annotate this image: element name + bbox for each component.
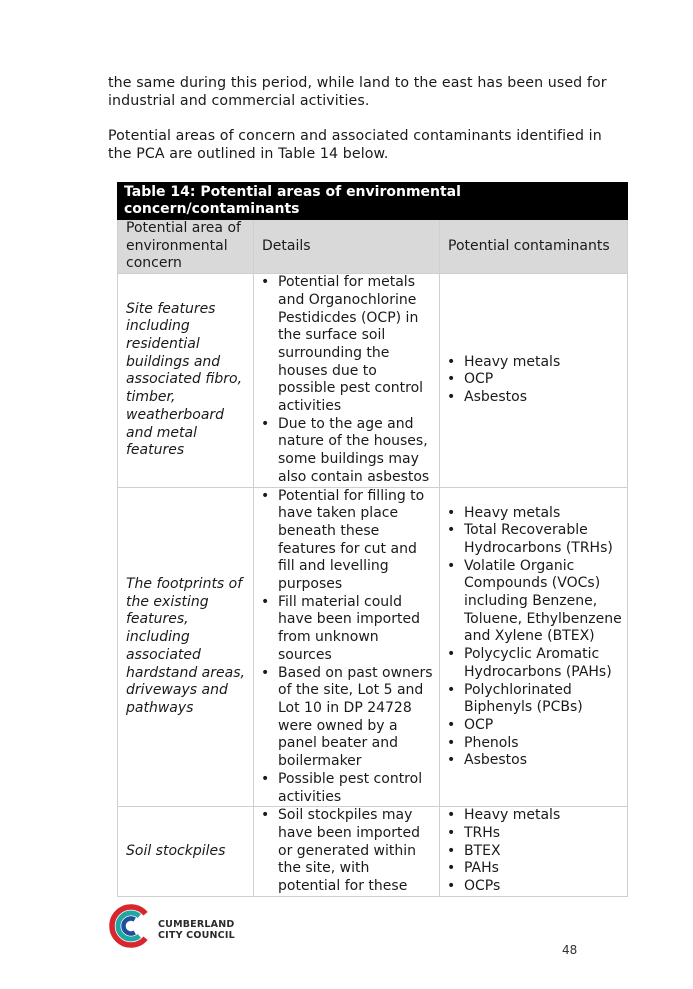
row-contaminants xyxy=(440,807,628,897)
row-details xyxy=(254,274,440,487)
table-row xyxy=(118,807,628,897)
contaminant-item: • Total Recoverable Hydrocarbons (TRHs) xyxy=(440,522,623,557)
row-contaminants xyxy=(440,487,628,807)
contaminant-item: • Heavy metals xyxy=(440,505,623,523)
detail-item: • Potential for metals and Organochlorine Pestidicdes (OCP) in the surface soil surrounding the houses due to possible pest control activities xyxy=(254,274,435,416)
row-area: Site features including residential buildings and associated fibro, timber, weatherboard and metal features xyxy=(118,274,254,487)
contaminant-item: • Heavy metals xyxy=(440,354,623,372)
contaminant-item: • Volatile Organic Compounds (VOCs) including Benzene, Toluene, Ethylbenzene and Xylene (BTEX) xyxy=(440,558,623,647)
detail-item: • Based on past owners of the site, Lot 5 and Lot 10 in DP 24728 were owned by a panel beater and boilermaker xyxy=(254,665,435,771)
contaminant-item: • PAHs xyxy=(440,860,623,878)
table-row xyxy=(118,274,628,487)
table-title-row xyxy=(118,183,628,220)
logo-line-1: CUMBERLAND xyxy=(158,919,235,930)
contaminant-item: • Asbestos xyxy=(440,752,623,770)
contaminant-item: • Asbestos xyxy=(440,389,623,407)
detail-item: • Soil stockpiles may have been imported or generated within the site, with potential for these xyxy=(254,807,435,896)
contaminant-item: • OCP xyxy=(440,717,623,735)
contaminant-item: • Polychlorinated Biphenyls (PCBs) xyxy=(440,682,623,717)
contaminant-item: • Heavy metals xyxy=(440,807,623,825)
detail-item: • Possible pest control activities xyxy=(254,771,435,806)
table-title: Table 14: Potential areas of environmental concern/contaminants xyxy=(118,183,628,220)
row-area: The footprints of the existing features, including associated hardstand areas, driveways and pathways xyxy=(118,487,254,807)
table-header-row xyxy=(118,220,628,274)
logo-line-2: CITY COUNCIL xyxy=(158,930,235,941)
header-details: Details xyxy=(254,220,440,274)
contaminant-item: • TRHs xyxy=(440,825,623,843)
contaminant-item: • Polycyclic Aromatic Hydrocarbons (PAHs) xyxy=(440,646,623,681)
contaminant-item: • OCP xyxy=(440,371,623,389)
row-details xyxy=(254,807,440,897)
intro-paragraph: the same during this period, while land to the east has been used for industrial and commercial activities. xyxy=(108,75,607,109)
detail-item: • Fill material could have been imported from unknown sources xyxy=(254,594,435,665)
contaminant-item: • BTEX xyxy=(440,843,623,861)
header-area: Potential area of environmental concern xyxy=(118,220,254,274)
contaminants-table xyxy=(117,182,628,897)
table-intro-paragraph: Potential areas of concern and associated contaminants identified in the PCA are outlined in Table 14 below. xyxy=(108,128,602,162)
contaminant-item: • OCPs xyxy=(440,878,623,896)
council-logo-text xyxy=(158,919,235,941)
contaminant-item: • Phenols xyxy=(440,735,623,753)
row-contaminants xyxy=(440,274,628,487)
detail-item: • Due to the age and nature of the houses, some buildings may also contain asbestos xyxy=(254,416,435,487)
council-logo-icon xyxy=(108,903,154,949)
table-row xyxy=(118,487,628,807)
row-area: Soil stockpiles xyxy=(118,807,254,897)
detail-item: • Potential for filling to have taken place beneath these features for cut and fill and levelling purposes xyxy=(254,488,435,594)
row-details xyxy=(254,487,440,807)
header-contaminants: Potential contaminants xyxy=(440,220,628,274)
page-number: 48 xyxy=(562,943,578,957)
